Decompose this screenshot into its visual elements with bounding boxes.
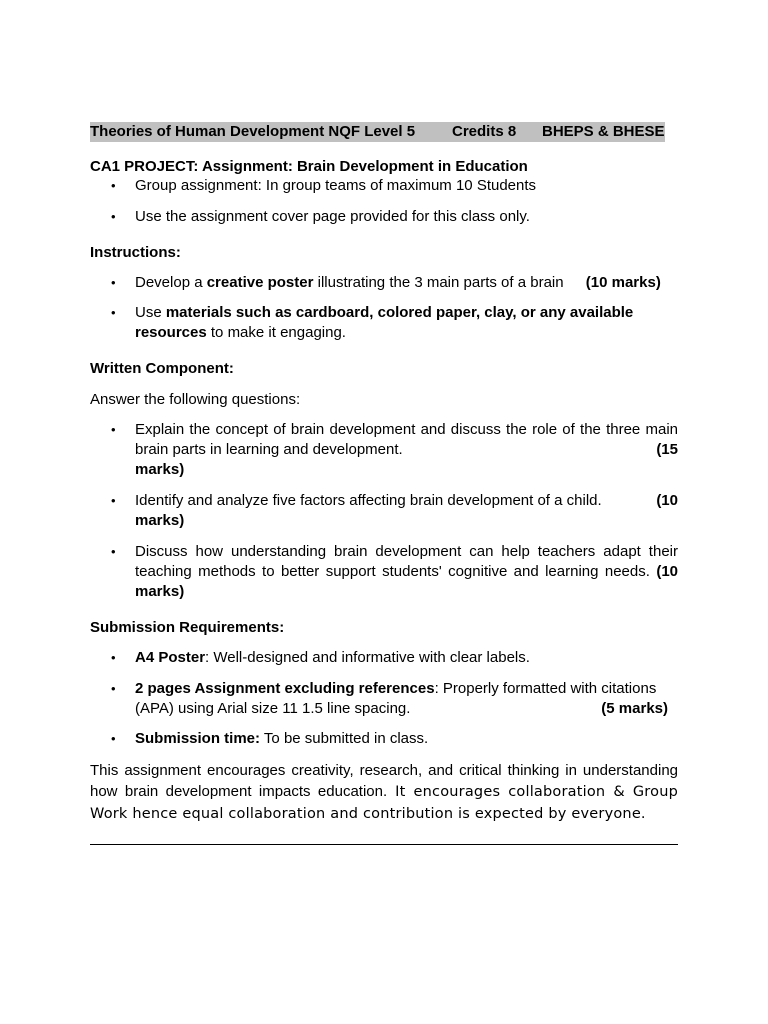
written-component-heading: Written Component: <box>90 360 234 377</box>
list-item: • Use the assignment cover page provided for this class only. <box>90 207 678 227</box>
instructions-list <box>90 273 678 343</box>
marks-label: (15 <box>656 441 678 458</box>
course-header-bar <box>90 122 665 142</box>
instructions-heading: Instructions: <box>90 244 181 261</box>
credits-label: Credits 8 <box>452 123 517 140</box>
marks-label: (10 marks) <box>135 563 679 600</box>
written-lead: Answer the following questions: <box>90 391 301 408</box>
intro-list <box>90 176 678 227</box>
list-item: • A4 Poster: Well-designed and informative with clear labels. <box>90 648 678 668</box>
question-item: • Explain the concept of brain development and discuss the role of the three main brain parts in learning and development. (15 marks) <box>90 420 678 480</box>
closing-paragraph: This assignment encourages creativity, research, and critical thinking in understanding how brain development impacts education. It encourages collaboration & Group Work hence equal collaboration and contribution is expected by everyone. <box>90 762 678 822</box>
list-item: • 2 pages Assignment excluding references: Properly formatted with citations (APA) using Arial size 11 1.5 line spacing. (5 marks) <box>90 679 678 719</box>
question-item: • Discuss how understanding brain development can help teachers adapt their teaching methods to better support students' cognitive and learning needs. (10 marks) <box>90 542 678 602</box>
document-page <box>90 122 678 825</box>
list-item: • Group assignment: In group teams of maximum 10 Students <box>90 176 678 196</box>
marks-label: marks) <box>135 512 185 529</box>
questions-list <box>90 420 678 602</box>
marks-label: marks) <box>135 461 185 478</box>
marks-label: (5 marks) <box>601 700 668 717</box>
question-item: • Identify and analyze five factors affecting brain development of a child. (10 marks) <box>90 491 678 531</box>
list-item: • Develop a creative poster illustrating the 3 main parts of a brain (10 marks) <box>90 273 678 293</box>
horizontal-rule <box>90 844 678 845</box>
submission-list <box>90 648 678 749</box>
marks-label: (10 marks) <box>585 274 661 291</box>
submission-heading: Submission Requirements: <box>90 619 285 636</box>
course-title: Theories of Human Development NQF Level 5 <box>90 123 416 140</box>
marks-label: (10 <box>656 492 678 509</box>
project-title: CA1 PROJECT: Assignment: Brain Development in Education <box>90 158 528 175</box>
list-item: • Submission time: To be submitted in class. <box>90 729 678 749</box>
list-item: • Use materials such as cardboard, colored paper, clay, or any available resources to make it engaging. <box>90 303 678 343</box>
programme-label: BHEPS & BHESE <box>542 123 665 140</box>
